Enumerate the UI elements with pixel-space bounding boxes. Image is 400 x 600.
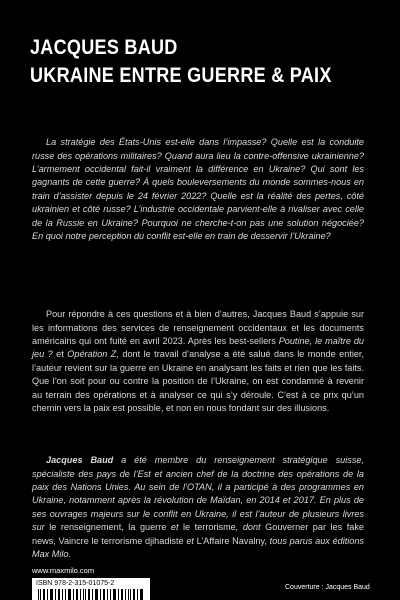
- publisher-url: www.maxmilo.com: [32, 566, 95, 575]
- author-bio: [32, 454, 364, 561]
- blurb-questions: La stratégie des États-Unis est-elle dans l’impasse? Quelle est la conduite russe des opérations militaires? Quand aura lieu la contre-offensive ukrainienne? L’armement occidental fait-il vraiment la différence en Ukraine? Qui sont les gagnants de cette guerre? À quels bouleversements du monde sommes-nous en train d’assister depuis le 24 février 2022? Quelle est la réalité des pertes, côté ukrainien et côté russe? L’industrie occidentale parvient-elle à rivaliser avec celle de la Russie en Ukraine? Pourquoi ne cherche-t-on pas une solution négociée? En quoi notre perception du conflit est-elle en train de desservir l’Ukraine?: [32, 137, 364, 241]
- bio-topic-terrorisme: le terrorisme: [183, 522, 236, 533]
- bio-text-b: et: [166, 522, 184, 533]
- cover-credit: Couverture : Jacques Baud: [285, 584, 370, 591]
- summary-title-poutine: Poutine, le maître du jeu ?: [32, 335, 365, 360]
- bio-name: Jacques Baud: [46, 455, 114, 466]
- isbn-number: ISBN 978-2-315-01075-2: [36, 580, 115, 587]
- bio-text-c: , dont: [235, 522, 266, 533]
- book-title: UKRAINE ENTRE GUERRE & PAIX: [30, 64, 332, 87]
- summary-text-a: Pour répondre à ces questions et à bien d’autres, Jacques Baud s’appuie sur les informations des services de renseignement occidentaux et les documents américains qui ont fuité en avril 2023. Après les best-sellers: [32, 309, 364, 346]
- bio-books: Gouverner par les fake news, Vaincre le terrorisme djihadiste: [32, 522, 364, 546]
- bio-topic-renseignement: le renseignement, la guerre: [49, 522, 167, 533]
- bio-book-navalny: L’Affaire Navalny,: [196, 535, 267, 546]
- bio-text-d: et: [183, 535, 197, 546]
- blurb-summary: [32, 308, 364, 415]
- bio-text-e: tous parus aux éditions Max Milo.: [32, 535, 364, 559]
- bio-text-a: a été membre du renseignement stratégique suisse, spécialiste des pays de l’Est et ancien chef de la doctrine des opérations de la paix des Nations Unies. Au sein de l’OTAN, il a participé à des programmes en Ukraine, notamment après la révolution de Maïdan, en 2014 et 2017. En plus de ses ouvrages majeurs sur le conflit en Ukraine, il est l’auteur de plusieurs livres sur: [32, 455, 364, 533]
- summary-text-b: et: [52, 349, 68, 360]
- author-name: JACQUES BAUD: [30, 36, 178, 59]
- summary-title-operation-z: Opération Z: [67, 349, 117, 360]
- summary-text-c: , dont le travail d’analyse a été salué dans le monde entier, l’auteur revient sur la guerre en Ukraine en analysant les faits et rien que les faits. Que l’on soit pour ou contre la position de l’Ukraine, on est condamné à revenir au terrain des opérations et à analyser ce qui s’y déroule. C’est à ce prix qu’un chemin vers la paix est possible, et non en nous fondant sur des illusions.: [32, 349, 365, 413]
- isbn-barcode: [32, 578, 150, 600]
